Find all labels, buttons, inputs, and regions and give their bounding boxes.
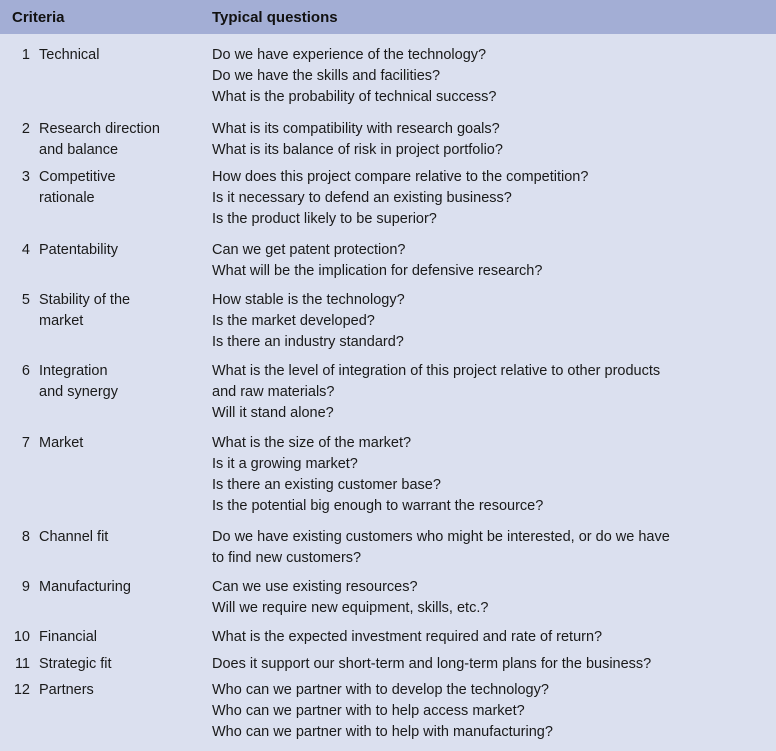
criteria-number: 1 xyxy=(21,47,30,63)
criteria-label: and synergy xyxy=(39,384,118,400)
question-line: Who can we partner with to help with manufacturing? xyxy=(212,724,553,740)
criteria-label: Stability of the xyxy=(39,292,131,308)
criteria-label: Strategic fit xyxy=(39,656,112,672)
criteria-label: Competitive xyxy=(39,169,116,185)
criteria-label: Market xyxy=(39,435,84,451)
question-line: Do we have existing customers who might be interested, or do we have xyxy=(212,529,670,545)
questions-column-header: Typical questions xyxy=(212,9,338,26)
questions-cell xyxy=(212,680,772,743)
questions-cell xyxy=(212,654,772,675)
criteria-number: 2 xyxy=(21,121,30,137)
questions-cell xyxy=(212,167,772,230)
criteria-label: Manufacturing xyxy=(39,579,131,595)
criteria-number: 12 xyxy=(13,682,30,698)
question-line: Is the potential big enough to warrant the resource? xyxy=(212,498,544,514)
question-line: What is the level of integration of this project relative to other products xyxy=(212,363,661,379)
criteria-label: and balance xyxy=(39,142,119,158)
question-line: What is the expected investment required and rate of return? xyxy=(212,629,603,645)
question-line: How does this project compare relative to the competition? xyxy=(212,169,589,185)
question-line: Who can we partner with to help access market? xyxy=(212,703,525,719)
question-line: Will it stand alone? xyxy=(212,405,334,421)
criteria-label: Channel fit xyxy=(39,529,109,545)
question-line: Can we get patent protection? xyxy=(212,242,406,258)
criteria-number: 5 xyxy=(21,292,30,308)
criteria-label: Partners xyxy=(39,682,94,698)
question-line: and raw materials? xyxy=(212,384,335,400)
questions-cell xyxy=(212,577,772,619)
criteria-number: 10 xyxy=(13,629,30,645)
question-line: Is it necessary to defend an existing business? xyxy=(212,190,512,206)
question-line: What is the probability of technical success? xyxy=(212,89,497,105)
criteria-label: Research direction xyxy=(39,121,160,137)
question-line: Is it a growing market? xyxy=(212,456,358,472)
question-line: What is its compatibility with research goals? xyxy=(212,121,500,137)
question-line: Is there an existing customer base? xyxy=(212,477,441,493)
criteria-label: Patentability xyxy=(39,242,118,258)
questions-cell xyxy=(212,119,772,161)
question-line: What is its balance of risk in project portfolio? xyxy=(212,142,503,158)
question-line: Is the product likely to be superior? xyxy=(212,211,437,227)
criteria-label: market xyxy=(39,313,84,329)
questions-cell xyxy=(212,433,772,517)
criteria-number: 6 xyxy=(21,363,30,379)
criteria-number: 7 xyxy=(21,435,30,451)
criteria-column-header: Criteria xyxy=(12,9,65,26)
question-line: to find new customers? xyxy=(212,550,362,566)
question-line: Do we have the skills and facilities? xyxy=(212,68,441,84)
question-line: Will we require new equipment, skills, etc.? xyxy=(212,600,489,616)
question-line: Can we use existing resources? xyxy=(212,579,418,595)
criteria-label: Financial xyxy=(39,629,98,645)
criteria-number: 9 xyxy=(21,579,30,595)
criteria-number: 11 xyxy=(14,656,30,672)
criteria-number: 4 xyxy=(21,242,30,258)
criteria-label: Technical xyxy=(39,47,100,63)
questions-cell xyxy=(212,240,772,282)
question-line: Is there an industry standard? xyxy=(212,334,404,350)
questions-cell xyxy=(212,627,772,648)
table-header xyxy=(0,0,776,34)
criteria-number: 8 xyxy=(21,529,30,545)
questions-cell xyxy=(212,290,772,353)
questions-cell xyxy=(212,527,772,569)
questions-cell xyxy=(212,361,772,424)
question-line: What will be the implication for defensive research? xyxy=(212,263,543,279)
question-line: Is the market developed? xyxy=(212,313,375,329)
question-line: Do we have experience of the technology? xyxy=(212,47,487,63)
question-line: How stable is the technology? xyxy=(212,292,405,308)
questions-cell xyxy=(212,45,772,108)
criteria-number: 3 xyxy=(21,169,30,185)
question-line: Who can we partner with to develop the technology? xyxy=(212,682,549,698)
question-line: Does it support our short-term and long-term plans for the business? xyxy=(212,656,652,672)
question-line: What is the size of the market? xyxy=(212,435,412,451)
criteria-label: rationale xyxy=(39,190,95,206)
criteria-label: Integration xyxy=(39,363,108,379)
